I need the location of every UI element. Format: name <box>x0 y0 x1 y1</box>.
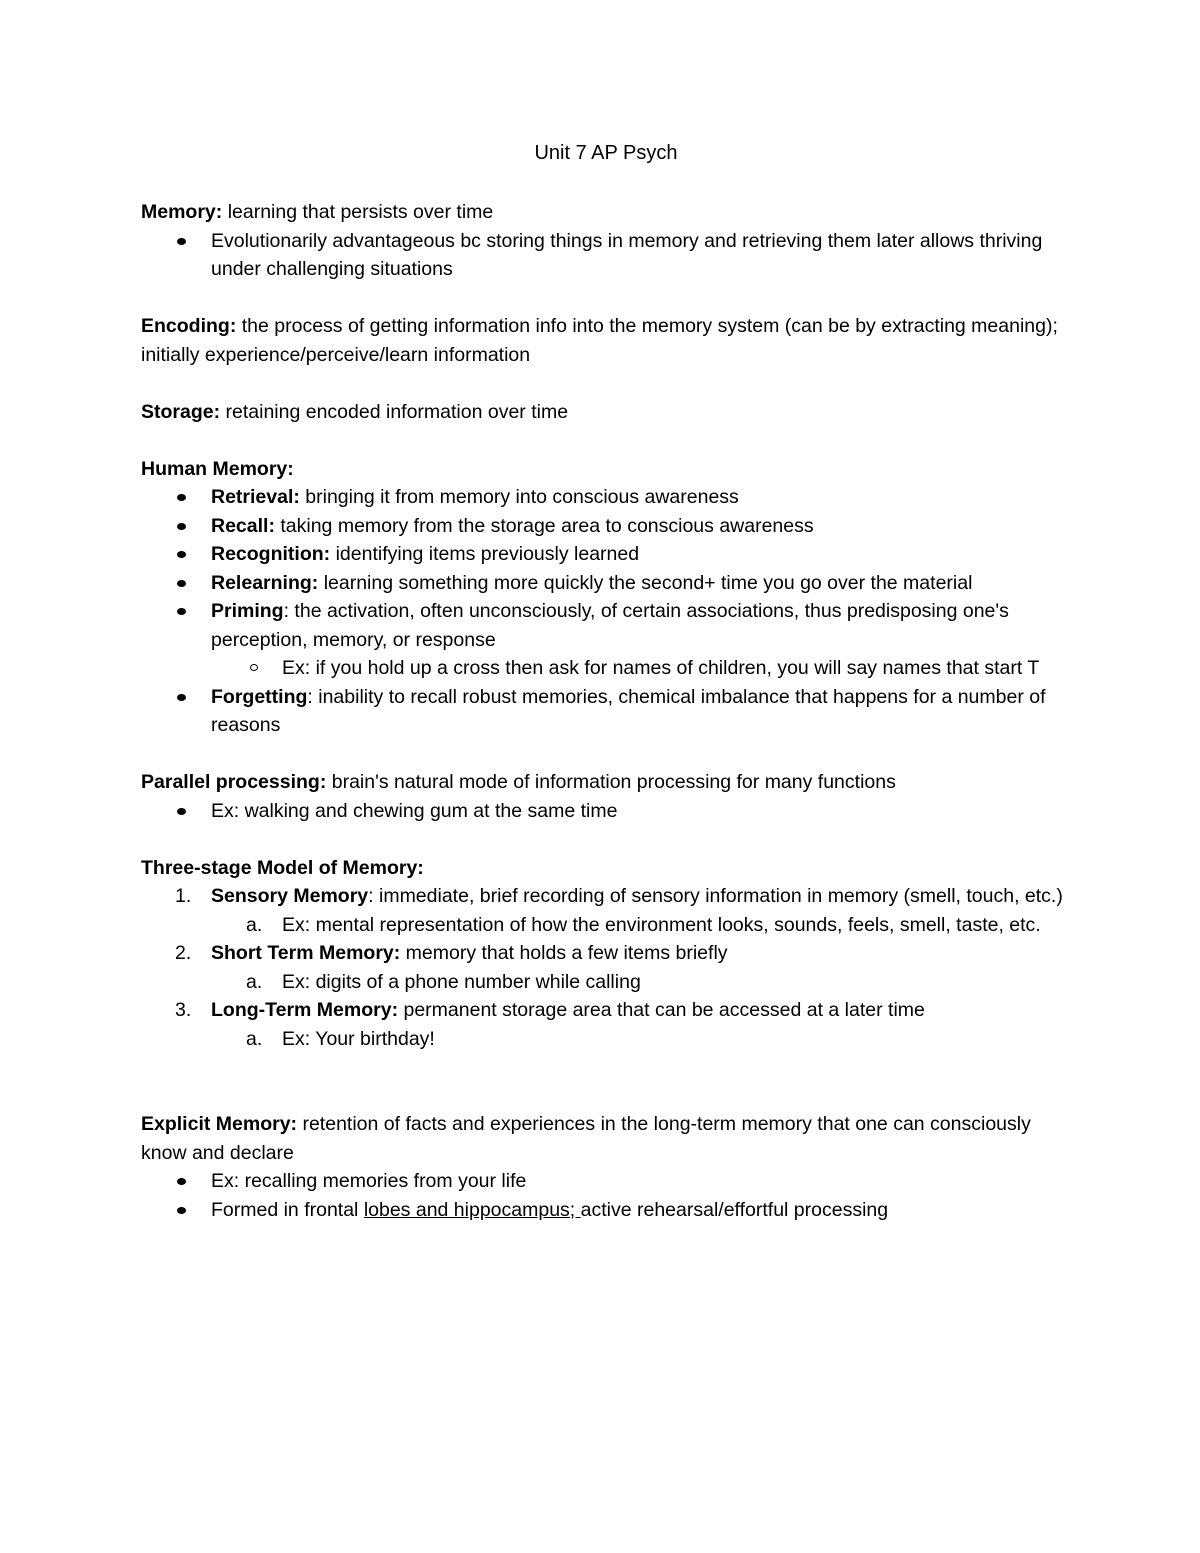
numbered-item: 2. Short Term Memory: memory that holds a few items briefly <box>175 942 728 964</box>
list-item: Ex: recalling memories from your life <box>141 1167 1071 1196</box>
parallel-bullets <box>141 797 1071 826</box>
document-title: Unit 7 AP Psych <box>534 142 678 164</box>
list-item: Ex: walking and chewing gum at the same time <box>141 797 1071 826</box>
parallel-processing-definition: Parallel processing: brain's natural mode of information processing for many functions <box>141 771 896 793</box>
encoding-term: Encoding: <box>141 315 237 337</box>
list-item: Evolutionarily advantageous bc storing things in memory and retrieving them later allows thriving under challenging situations <box>141 227 1071 284</box>
bullet-icon <box>177 523 186 530</box>
bullet-icon <box>177 608 186 615</box>
explicit-bullets <box>141 1167 1071 1224</box>
list-item: Forgetting: inability to recall robust memories, chemical imbalance that happens for a number of reasons <box>141 683 1071 740</box>
memory-term: Memory: <box>141 201 223 223</box>
bullet-icon <box>177 808 186 815</box>
bullet-icon <box>177 1207 186 1214</box>
list-item: Priming: the activation, often unconsciously, of certain associations, thus predisposing one's perception, memory, or response <box>141 597 1071 654</box>
bullet-icon <box>177 551 186 558</box>
memory-bullets <box>141 227 1071 284</box>
bullet-icon <box>177 694 186 701</box>
memory-definition: Memory: learning that persists over time <box>141 201 494 223</box>
list-item: Formed in frontal lobes and hippocampus; active rehearsal/effortful processing <box>141 1196 1071 1225</box>
storage-definition: Storage: retaining encoded information over time <box>141 400 569 423</box>
explicit-memory-definition: Explicit Memory: retention of facts and experiences in the long-term memory that one can consciously know and declare <box>141 1113 1031 1164</box>
list-item: Recall: taking memory from the storage area to conscious awareness <box>141 512 1071 541</box>
encoding-definition: Encoding: the process of getting information info into the memory system (can be by extracting meaning); initially experience/perceive/learn information <box>141 315 1058 366</box>
human-memory-list <box>141 483 1071 740</box>
underlined-text: lobes and hippocampus; <box>363 1198 581 1221</box>
three-stage-heading: Three-stage Model of Memory: <box>141 856 424 879</box>
three-stage-list <box>141 882 1071 1053</box>
lettered-sub-item: a. Ex: digits of a phone number while calling <box>246 970 641 993</box>
list-item: Relearning: learning something more quickly the second+ time you go over the material <box>141 569 1071 598</box>
lettered-sub-item: a. Ex: mental representation of how the environment looks, sounds, feels, smell, taste, etc. <box>246 913 1041 936</box>
bullet-icon <box>177 238 186 245</box>
list-item: Retrieval: bringing it from memory into conscious awareness <box>141 483 1071 512</box>
bullet-icon <box>177 494 186 501</box>
numbered-item: 1. Sensory Memory: immediate, brief recording of sensory information in memory (smell, touch, etc.) <box>175 885 1063 907</box>
numbered-item: 3. Long-Term Memory: permanent storage area that can be accessed at a later time <box>175 999 925 1021</box>
lettered-sub-item: a. Ex: Your birthday! <box>246 1027 435 1050</box>
human-memory-heading: Human Memory: <box>141 457 294 480</box>
storage-term: Storage: <box>141 400 221 423</box>
sub-list-item: Ex: if you hold up a cross then ask for names of children, you will say names that start T <box>141 654 1071 683</box>
list-item: Recognition: identifying items previously learned <box>141 540 1071 569</box>
document-page <box>141 138 1071 1224</box>
bullet-icon <box>177 1178 186 1185</box>
bullet-icon <box>177 580 186 587</box>
hollow-bullet-icon <box>250 664 258 671</box>
